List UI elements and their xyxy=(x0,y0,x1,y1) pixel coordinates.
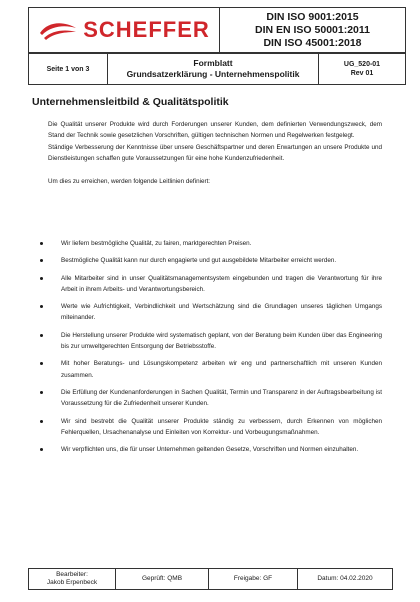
form-title: Formblatt xyxy=(193,58,233,68)
list-item-text: Werte wie Aufrichtigkeit, Verbindlichkeit und Wertschätzung sind die Grundlagen unseres täglichen Umgangs miteinander. xyxy=(61,303,382,322)
bullet-icon xyxy=(40,242,43,245)
document-id-cell xyxy=(319,54,406,85)
logo-cell xyxy=(29,8,220,53)
list-item xyxy=(38,444,382,455)
list-item xyxy=(38,387,382,410)
intro-paragraph-3: Um dies zu erreichen, werden folgende Leitlinien definiert: xyxy=(48,178,211,186)
page-number: Seite 1 von 3 xyxy=(29,54,108,85)
footer-table xyxy=(28,568,393,590)
document-date: Datum: 04.02.2020 xyxy=(298,569,393,590)
iso-9001: DIN ISO 9001:2015 xyxy=(266,10,359,23)
list-item-text: Bestmögliche Qualität kann nur durch engagierte und gut ausgebildete Mitarbeiter erreicht werden. xyxy=(61,257,337,265)
intro-section xyxy=(48,119,382,187)
list-item xyxy=(38,273,382,296)
list-item xyxy=(38,255,382,266)
header-table xyxy=(28,7,406,53)
revision: Rev 01 xyxy=(350,70,374,77)
form-info-table xyxy=(28,53,406,85)
logo-swoosh-icon xyxy=(38,19,78,41)
form-title-cell xyxy=(108,54,319,85)
intro-paragraph-2: Ständige Verbesserung der Kenntnisse über unsere Geschäftspartner und deren Erwartungen an unsere Produkte und Dienstleistungen schaffen gute Voraussetzungen für eine hohe Kundenzufriedenheit. xyxy=(48,143,382,162)
page-title: Unternehmensleitbild & Qualitätspolitik xyxy=(32,96,229,108)
bullet-icon xyxy=(40,448,43,451)
list-item xyxy=(38,416,382,439)
editor-label: Bearbeiter: xyxy=(56,571,88,578)
iso-45001: DIN ISO 45001:2018 xyxy=(263,36,362,49)
list-item-text: Wir sind bestrebt die Qualität unserer Produkte ständig zu verbessern, durch Erkennen von möglichen Fehlerquellen, Ursachenanalyse und Einleiten von Korrektur- und Vorbeugungsmaßnahmen. xyxy=(61,417,382,436)
list-item-text: Alle Mitarbeiter sind in unser Qualitätsmanagementsystem eingebunden und tragen die Verantwortung für ihre Arbeit in ihrem Arbeits- und Verantwortungsbereich. xyxy=(61,274,382,293)
guidelines-list xyxy=(38,238,382,461)
iso-50001: DIN EN ISO 50001:2011 xyxy=(255,23,370,36)
list-item xyxy=(38,301,382,324)
intro-paragraph-1: Die Qualität unserer Produkte wird durch Forderungen unserer Kunden, dem definierten Verwendungszweck, dem Stand der Technik sowie gesetzlichen Vorschriften, gültigen technischen Normen und Regelwerken festgelegt. xyxy=(48,121,382,140)
form-subtitle: Grundsatzerklärung - Unternehmenspolitik xyxy=(126,69,300,79)
checked-by: Geprüft: QMB xyxy=(116,569,209,590)
iso-certifications xyxy=(220,8,406,53)
list-item-text: Mit hoher Beratungs- und Lösungskompetenz arbeiten wir eng und partnerschaftlich mit unseren Kunden zusammen. xyxy=(61,360,382,379)
list-item-text: Die Erfüllung der Kundenanforderungen in Sachen Qualität, Termin und Transparenz in der Auftragsbearbeitung ist Voraussetzung für die Zufriedenheit unserer Kunden. xyxy=(61,388,382,408)
editor-name: Jakob Erpenbeck xyxy=(46,579,98,586)
bullet-icon xyxy=(40,420,43,423)
logo-text: SCHEFFER xyxy=(83,17,210,42)
approved-by: Freigabe: GF xyxy=(209,569,298,590)
bullet-icon xyxy=(40,362,43,365)
list-item-text: Wir liefern bestmögliche Qualität, zu fairen, marktgerechten Preisen. xyxy=(61,240,252,247)
list-item xyxy=(38,330,382,353)
bullet-icon xyxy=(40,277,43,280)
bullet-icon xyxy=(40,334,43,337)
list-item xyxy=(38,358,382,381)
bullet-icon xyxy=(40,391,43,394)
list-item-text: Wir verpflichten uns, die für unser Unternehmen geltenden Gesetze, Vorschriften und Normen einzuhalten. xyxy=(61,446,359,454)
editor-cell xyxy=(29,569,116,590)
document-id: UG_520-01 xyxy=(343,61,381,68)
company-logo xyxy=(29,8,219,52)
list-item xyxy=(38,238,382,249)
list-item-text: Die Herstellung unserer Produkte wird systematisch geplant, von der Beratung beim Kunden über das Engineering bis zur umweltgerechten Entsorgung der Betriebsstoffe. xyxy=(61,331,382,351)
bullet-icon xyxy=(40,305,43,308)
bullet-icon xyxy=(40,259,43,262)
